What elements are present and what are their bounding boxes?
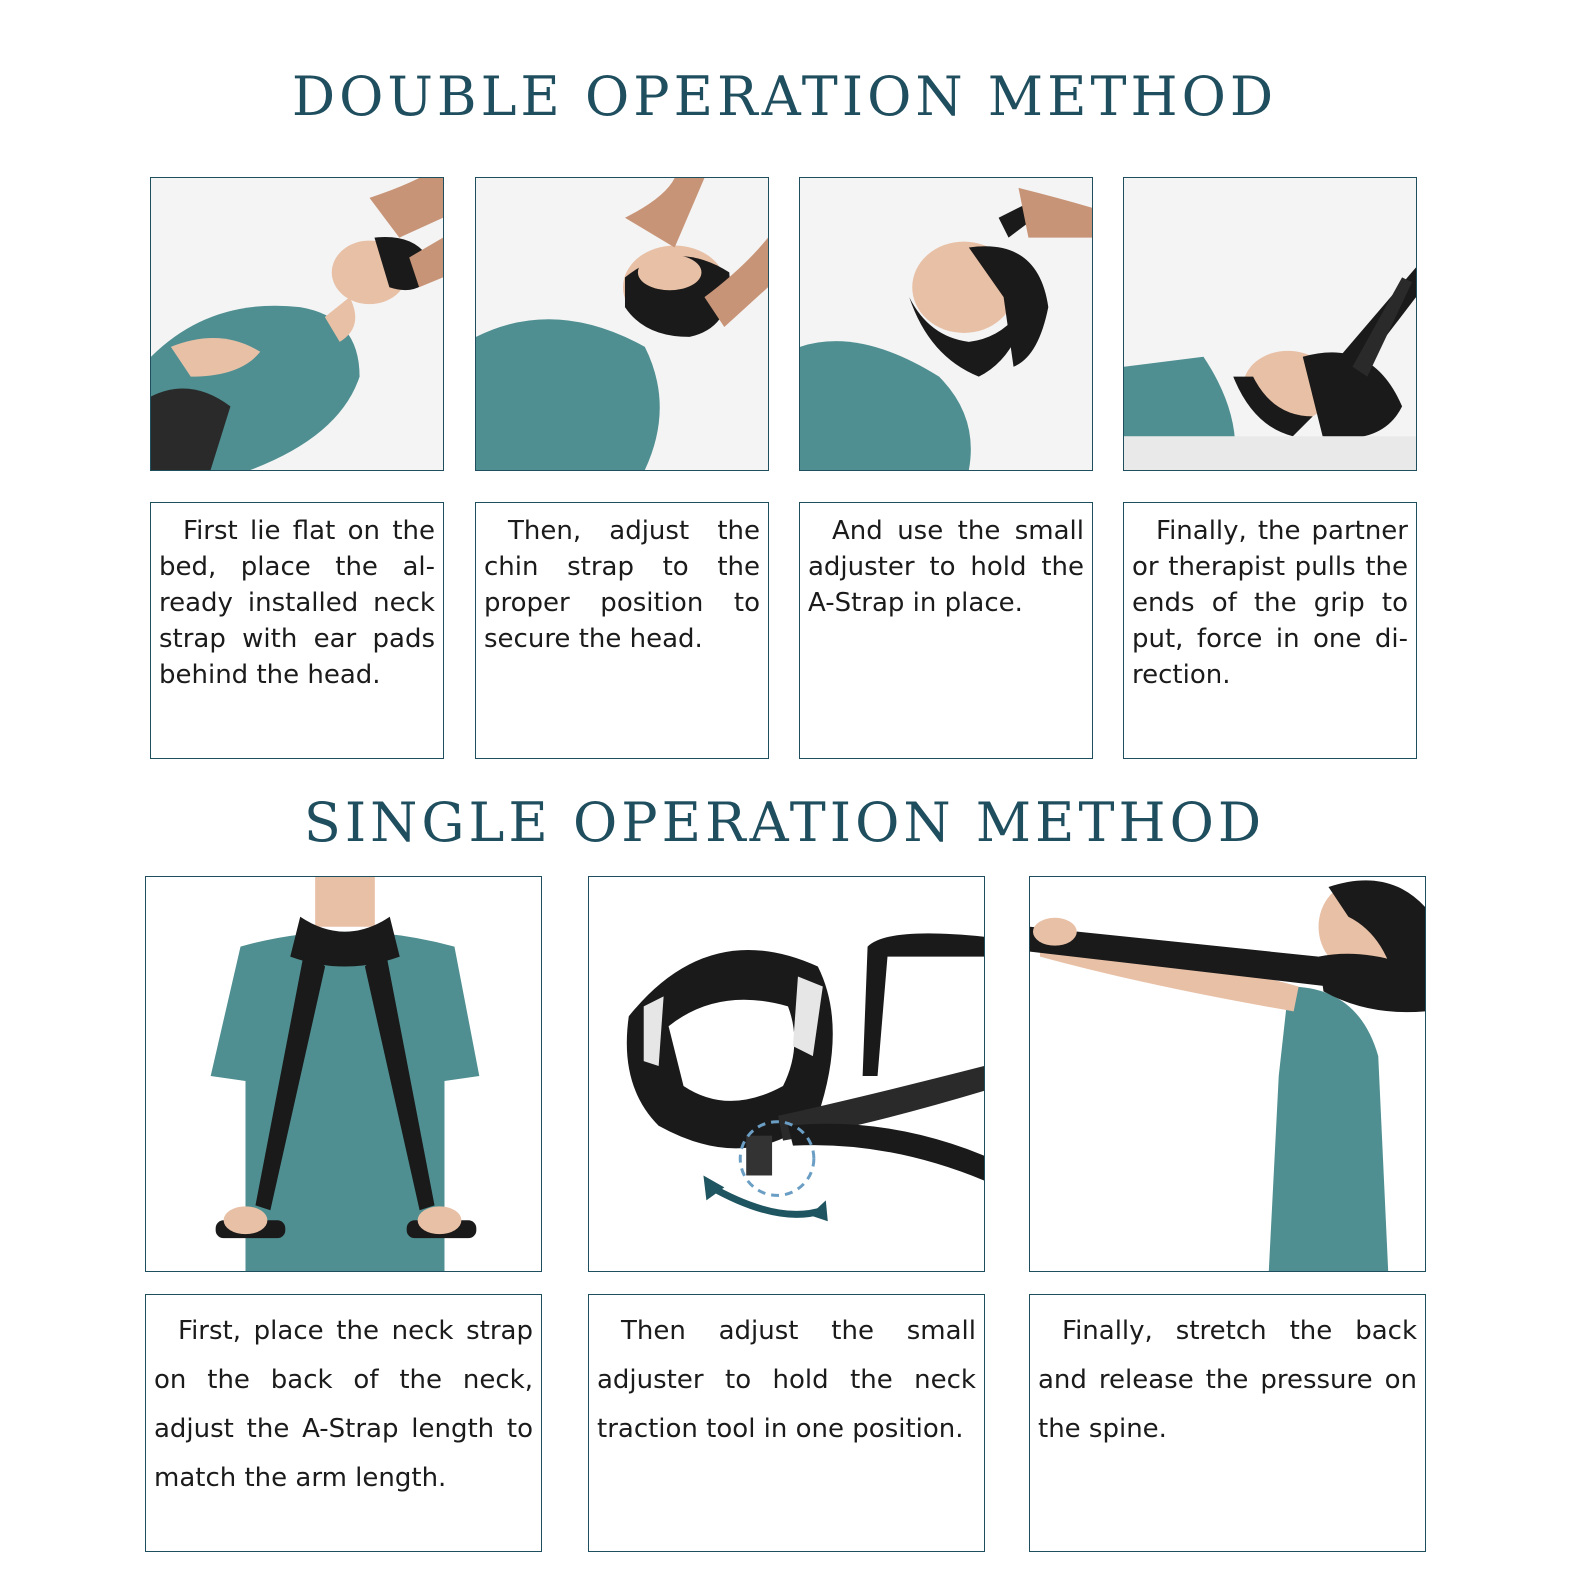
woman-lying-neck-strap-image (151, 178, 443, 470)
single-step-1-photo (145, 876, 542, 1272)
single-section-title: SINGLE OPERATION METHOD (303, 791, 1266, 854)
strap-pulled-image (1124, 178, 1416, 470)
double-step-3-text: And use the small adjuster to hold the A-Strap in place. (799, 502, 1093, 759)
strap-adjuster-image (800, 178, 1092, 470)
double-step-2-text: Then, adjust the chin strap to the proper position to secure the head. (475, 502, 769, 759)
woman-wearing-neck-strap-image (146, 877, 541, 1271)
double-section-title: DOUBLE OPERATION METHOD (291, 65, 1278, 128)
double-step-3-photo (799, 177, 1093, 471)
single-step-1-text: First, place the neck strap on the back of the neck, adjust the A-Strap length to match the arm length. (145, 1294, 542, 1552)
double-step-4-text: Finally, the partner or therapist pulls the ends of the grip to put, force in one direction. (1123, 502, 1417, 759)
single-step-2-photo (588, 876, 985, 1272)
double-step-1-text: First lie flat on the bed, place the already installed neck strap with ear pads behind the head. (150, 502, 444, 759)
double-step-2-photo (475, 177, 769, 471)
woman-stretching-with-strap-image (1030, 877, 1425, 1271)
double-step-4-photo (1123, 177, 1417, 471)
chin-strap-adjust-image (476, 178, 768, 470)
double-step-1-photo (150, 177, 444, 471)
single-step-2-text: Then adjust the small adjuster to hold the neck traction tool in one position. (588, 1294, 985, 1552)
single-step-3-photo (1029, 876, 1426, 1272)
neck-traction-strap-image (589, 877, 984, 1271)
single-step-3-text: Finally, stretch the back and release the pressure on the spine. (1029, 1294, 1426, 1552)
